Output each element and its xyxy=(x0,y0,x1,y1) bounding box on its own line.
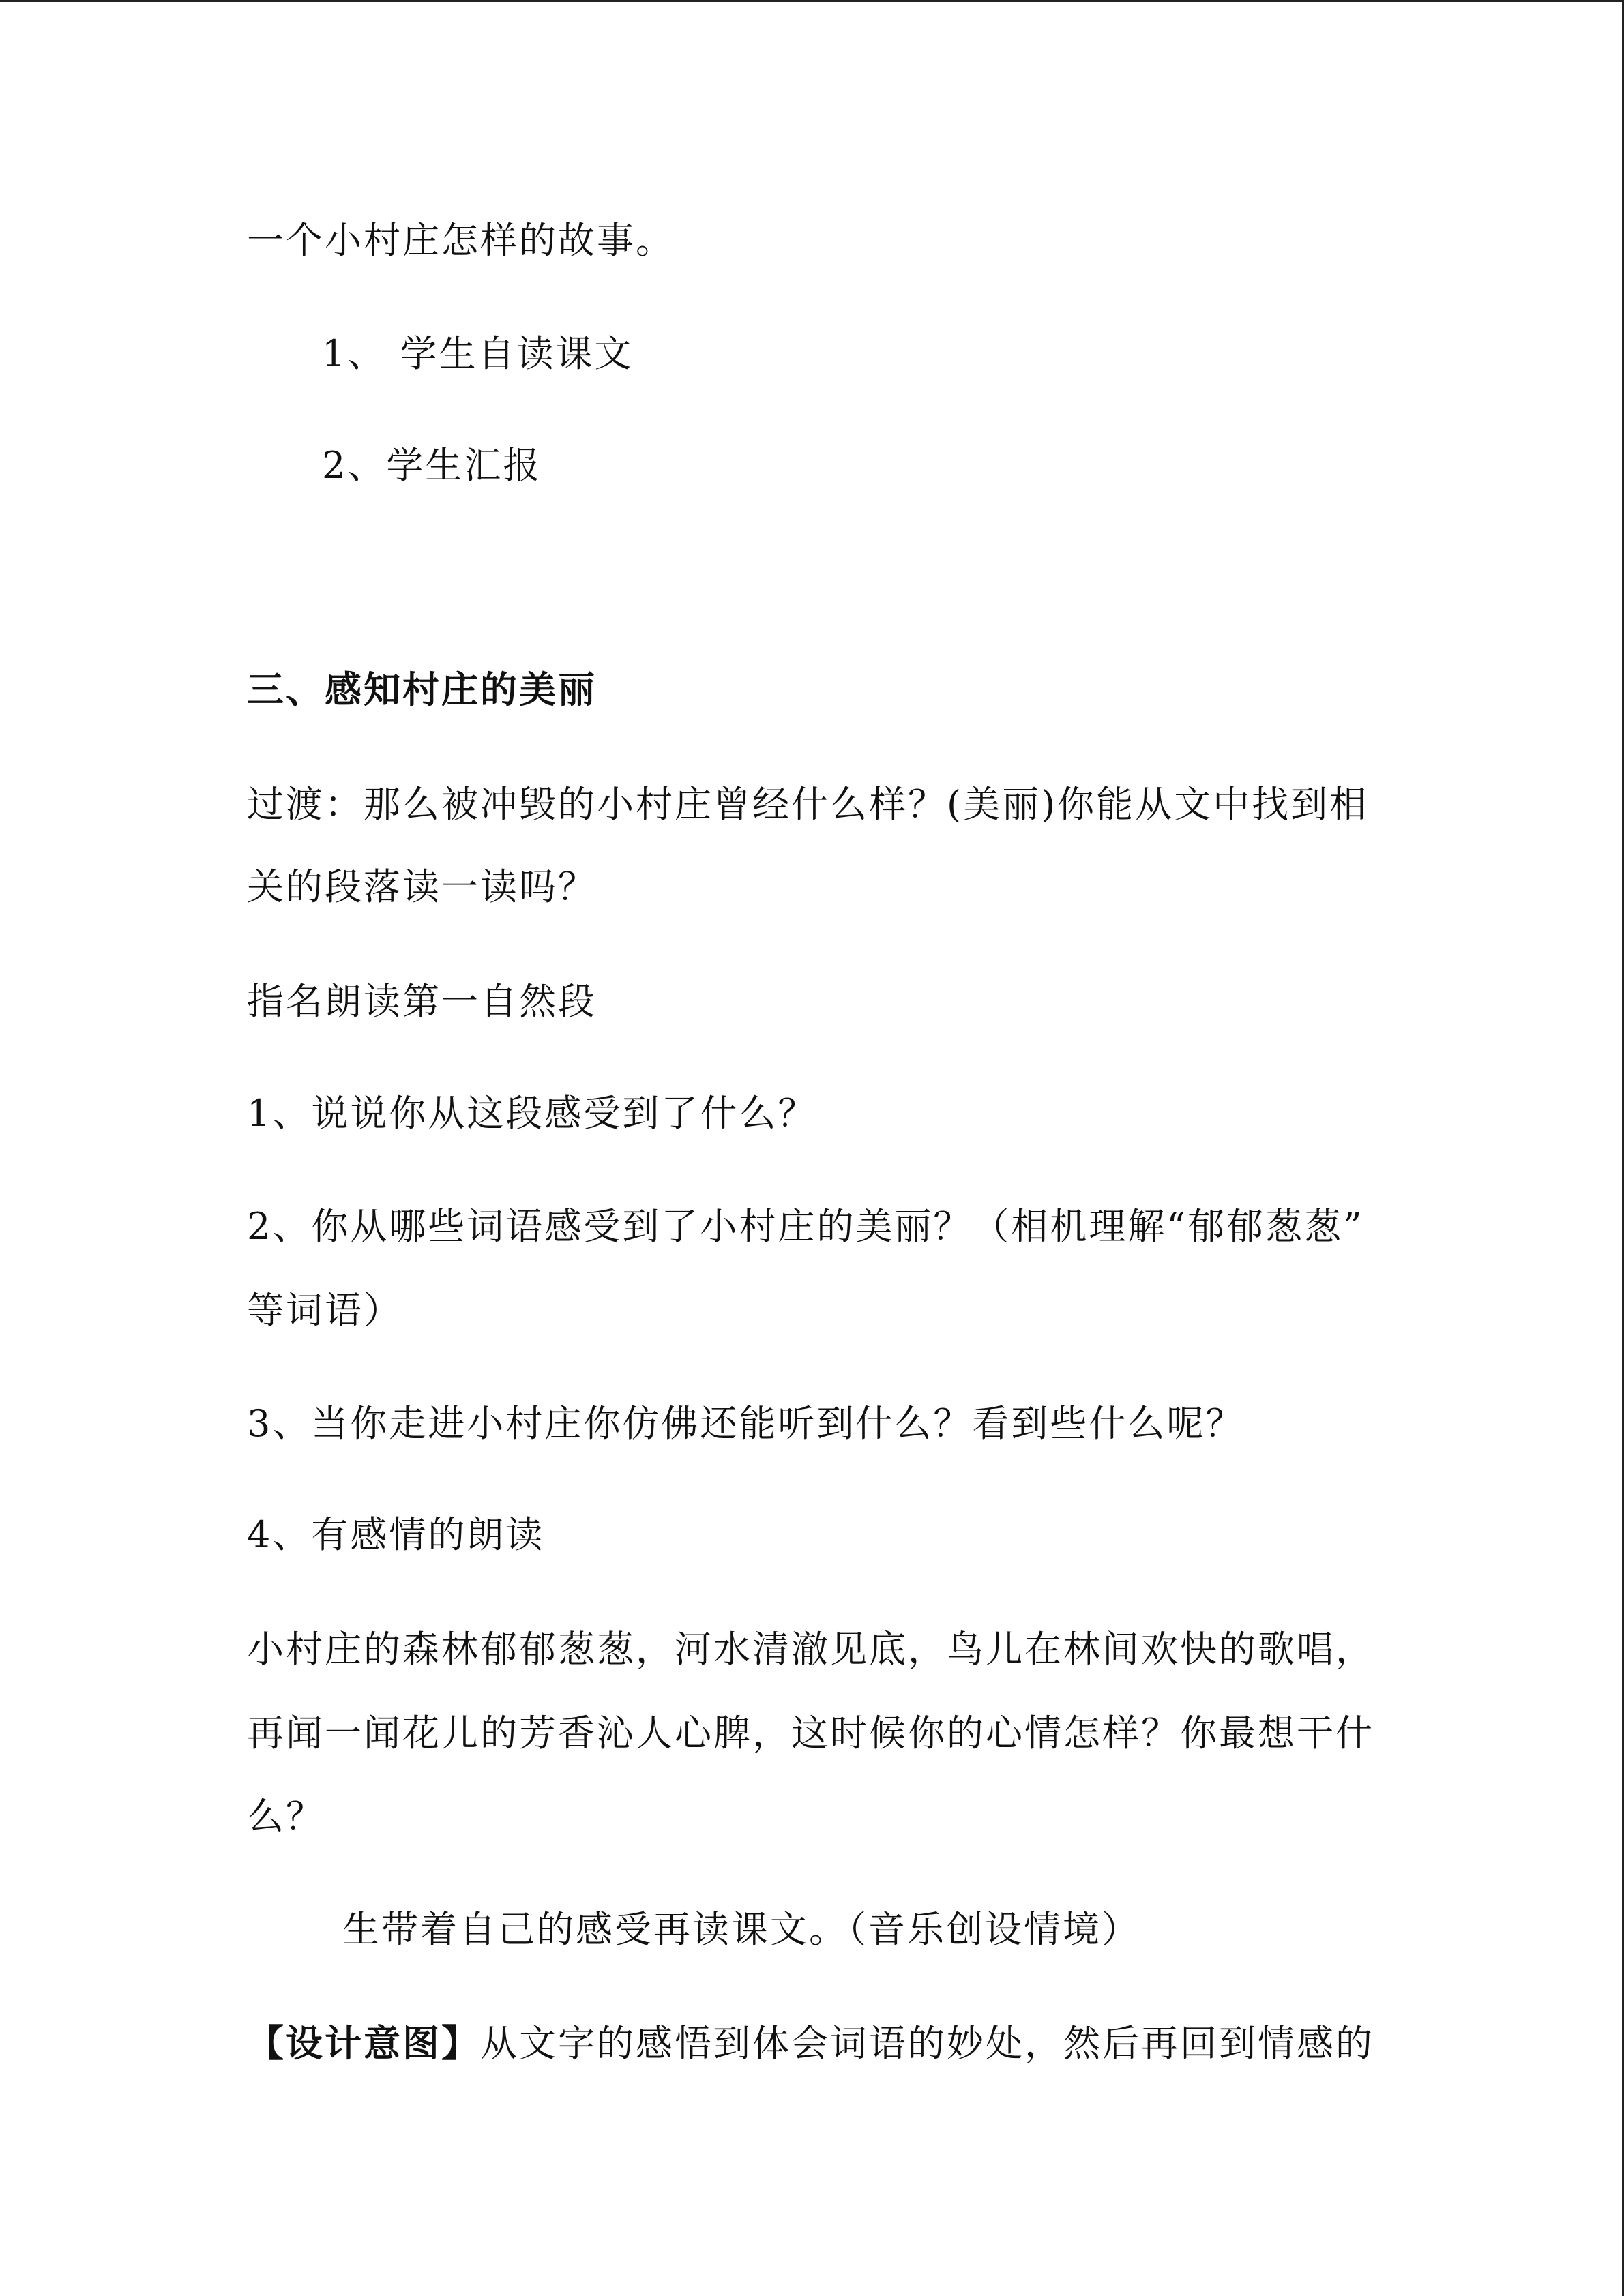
paragraph-line: 生带着自己的感受再读课文。（音乐创设情境） xyxy=(342,1908,1140,1951)
paragraph-line: 关的段落读一读吗？ xyxy=(247,865,597,908)
design-intent-text: 从文字的感悟到体会词语的妙处，然后再回到情感的 xyxy=(480,2022,1374,2065)
list-item: 1、说说你从这段感受到了什么？ xyxy=(247,1092,817,1135)
paragraph-line: 么？ xyxy=(247,1795,325,1838)
paragraph-line: 一个小村庄怎样的故事。 xyxy=(247,219,675,262)
paragraph-line: 小村庄的森林郁郁葱葱，河水清澈见底，鸟儿在林间欢快的歌唱， xyxy=(247,1628,1374,1671)
paragraph-line: 过渡：那么被冲毁的小村庄曾经什么样？(美丽)你能从文中找到相 xyxy=(247,783,1369,826)
paragraph-line: 等词语） xyxy=(247,1289,402,1332)
design-intent-line xyxy=(247,2021,1374,2066)
list-item: 4、有感情的朗读 xyxy=(247,1513,545,1556)
design-intent-label: 【设计意图】 xyxy=(247,2021,480,2065)
paragraph-line: 再闻一闻花儿的芳香沁人心脾，这时候你的心情怎样？你最想干什 xyxy=(247,1712,1374,1755)
list-item: 1、 学生自读课文 xyxy=(322,332,634,375)
list-item: 3、当你走进小村庄你仿佛还能听到什么？看到些什么呢？ xyxy=(247,1402,1245,1445)
list-item: 2、学生汇报 xyxy=(322,444,542,487)
paragraph-line: 指名朗读第一自然段 xyxy=(247,980,597,1023)
list-item: 2、你从哪些词语感受到了小村庄的美丽？（相机理解“郁郁葱葱” xyxy=(247,1205,1364,1248)
section-heading: 三、感知村庄的美丽 xyxy=(247,668,597,711)
